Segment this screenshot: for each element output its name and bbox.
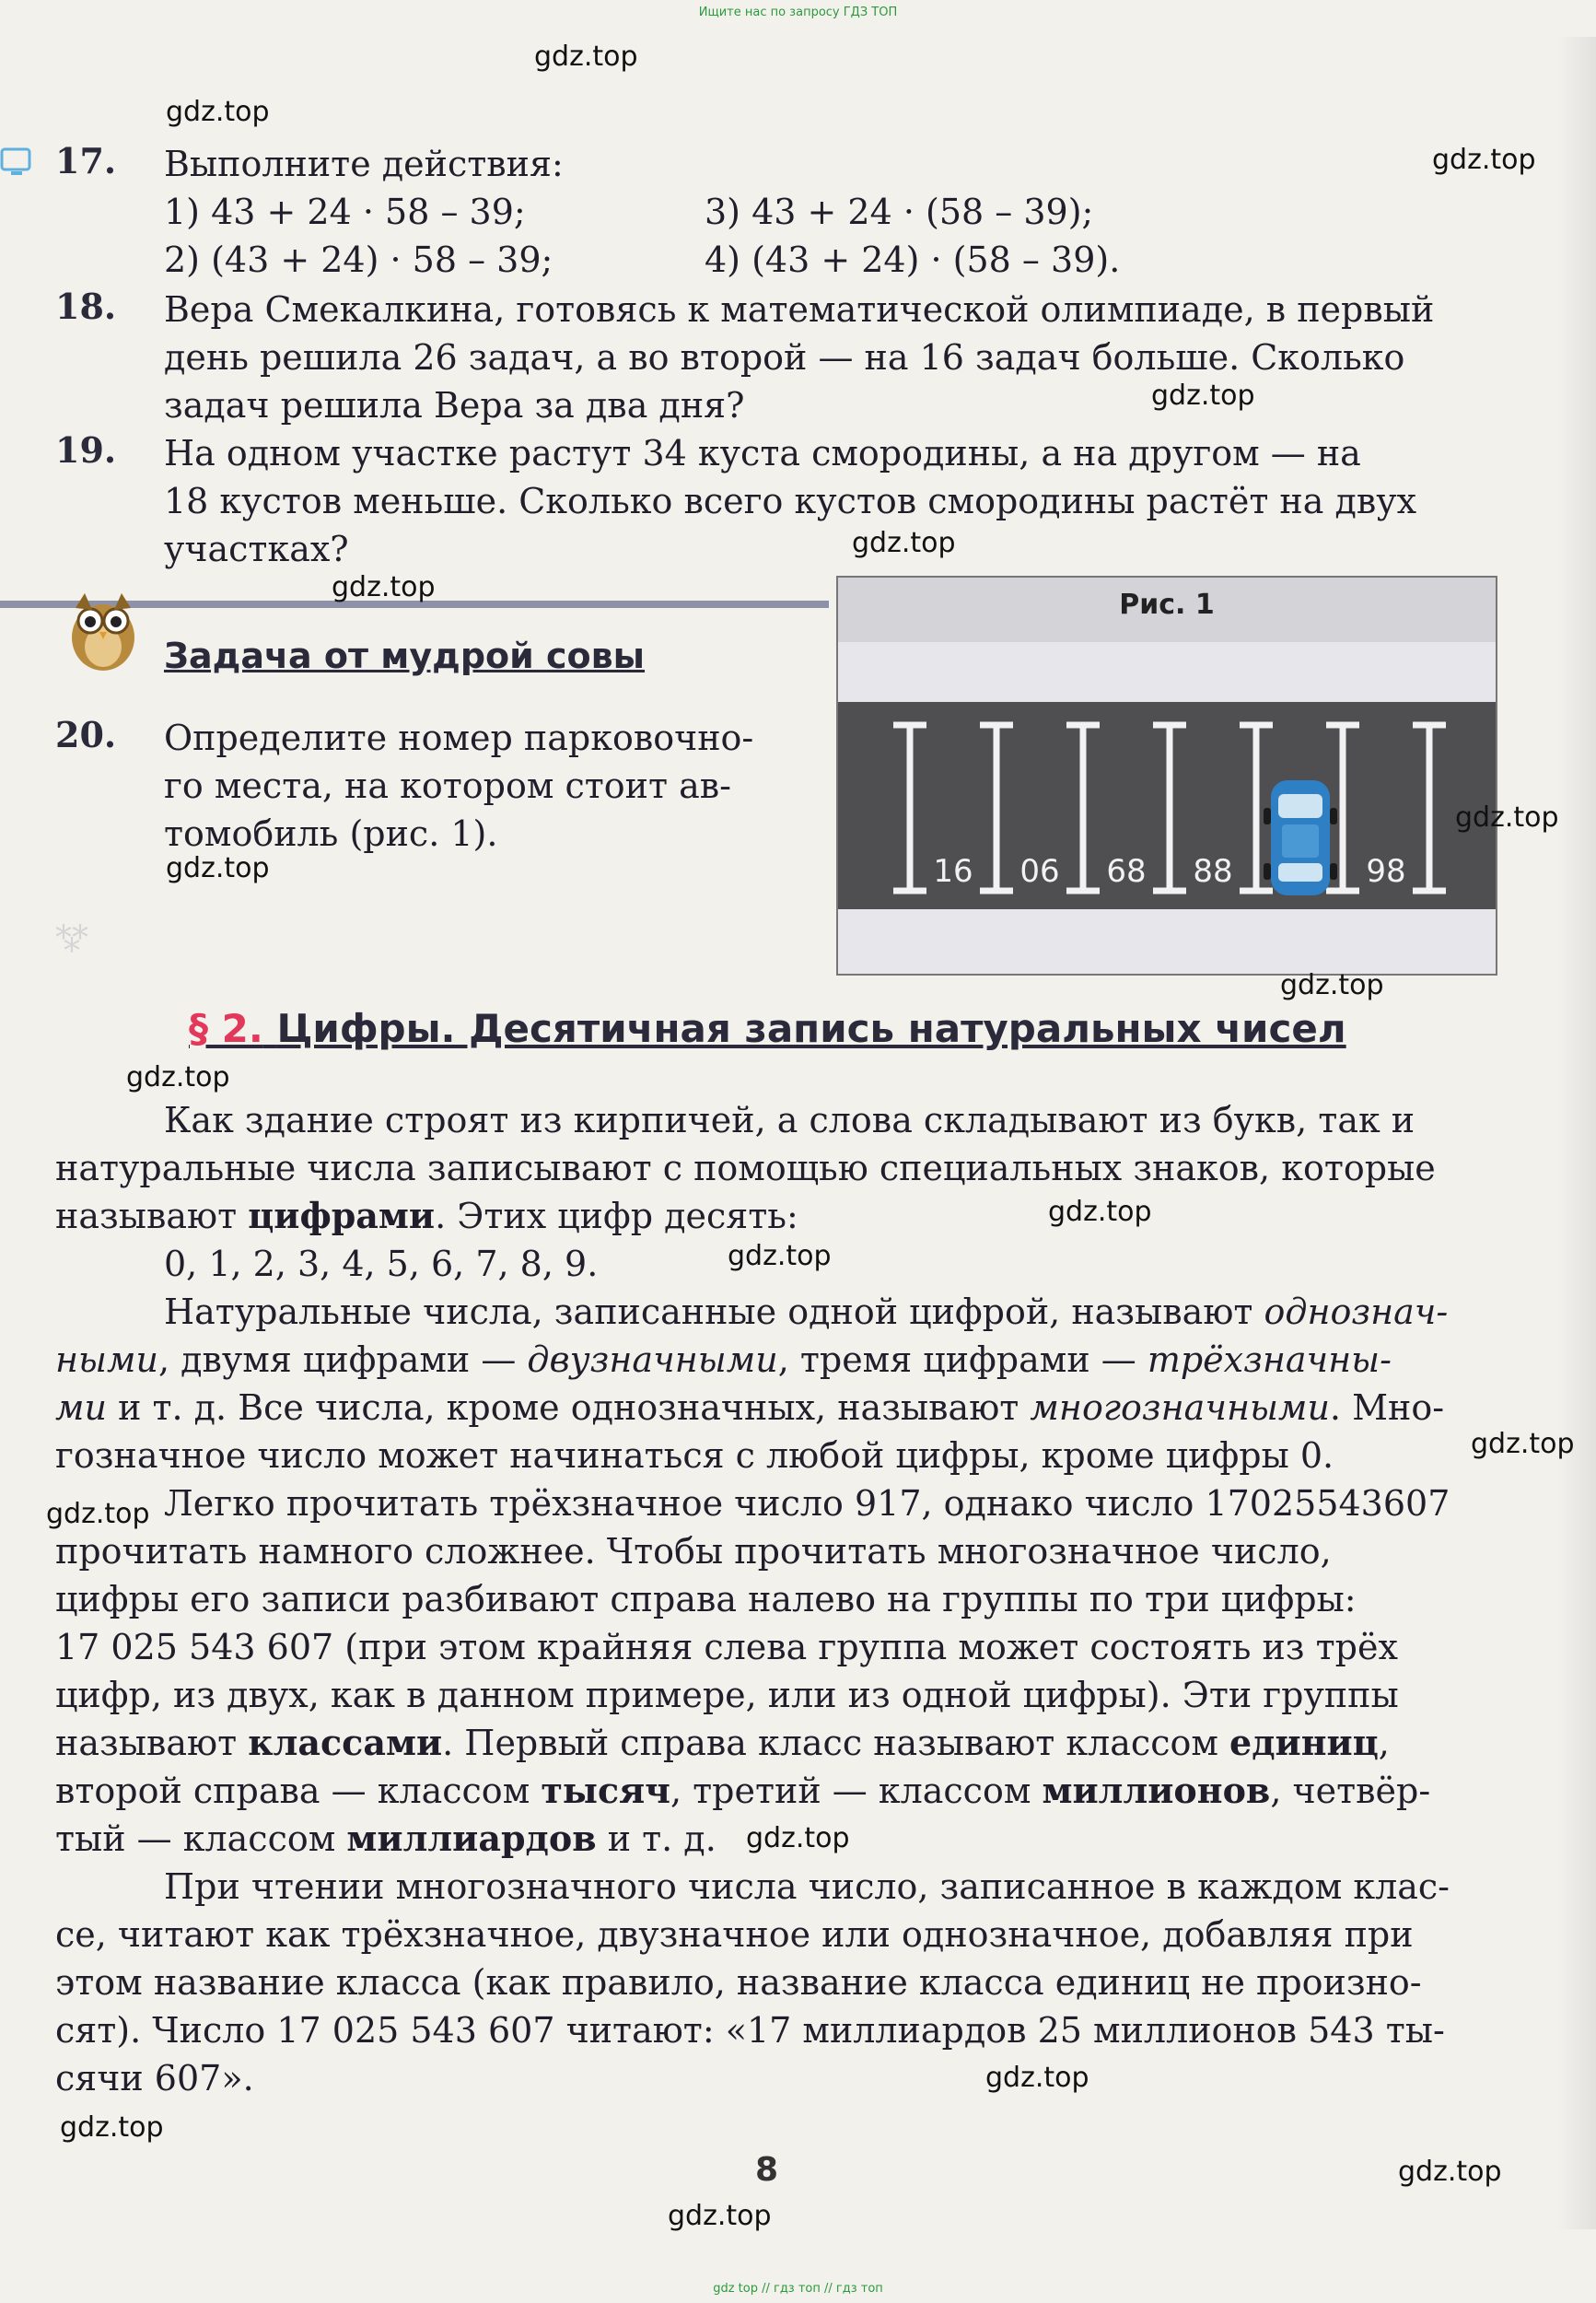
watermark: gdz.top (985, 2062, 1089, 2094)
problem-20-line: томобиль (рис. 1). (164, 813, 498, 854)
body-line: сячи 607». (55, 2058, 254, 2098)
watermark: gdz.top (746, 1822, 850, 1854)
body-line: Легко прочитать трёхзначное число 917, однако число 17025543607 (164, 1483, 1450, 1524)
problem-19-line: 18 кустов меньше. Сколько всего кустов смородины растёт на двух (164, 481, 1417, 521)
problem-17-item-3: 3) 43 + 24 · (58 – 39); (705, 192, 1094, 232)
body-line: Как здание строят из кирпичей, а слова складывают из букв, так и (164, 1100, 1415, 1140)
spot-label-6: 98 (1366, 853, 1406, 890)
watermark: gdz.top (1048, 1196, 1152, 1228)
spot-label-2: 06 (1019, 853, 1060, 890)
spot-label-1: 16 (933, 853, 973, 890)
watermark: gdz.top (1455, 801, 1559, 834)
body-text: . Этих цифр десять: (435, 1196, 798, 1236)
problem-17-item-2: 2) (43 + 24) · 58 – 39; (164, 240, 553, 280)
monitor-icon (0, 146, 37, 182)
body-text: . Первый справа класс называют классом (442, 1723, 1230, 1763)
body-text: называют (55, 1723, 249, 1763)
body-text: второй справа — классом (55, 1771, 542, 1811)
watermark: gdz.top (534, 41, 638, 73)
watermark: gdz.top (332, 571, 436, 603)
body-line: гозначное число может начинаться с любой цифры, кроме цифры 0. (55, 1435, 1334, 1476)
watermark: gdz.top (1432, 144, 1536, 176)
body-line (55, 1767, 1492, 1815)
term-thousands: тысяч (541, 1770, 670, 1811)
term-single-digit: ными (55, 1339, 158, 1380)
watermark: gdz.top (166, 96, 270, 128)
body-line: цифр, из двух, как в данном примере, или из одной цифры). Эти группы (55, 1675, 1399, 1715)
problem-18-line: день решила 26 задач, а во второй — на 16 задач больше. Сколько (164, 337, 1405, 378)
section-title (189, 1006, 1346, 1051)
car-icon (1264, 780, 1337, 895)
page-edge-shadow (1557, 37, 1596, 2229)
bleed-through-text: ⁂ (55, 917, 88, 954)
bleed-through-text (1354, 152, 1364, 190)
body-text: тый — классом (55, 1818, 347, 1859)
body-line (55, 1384, 1492, 1432)
parking-lot-drawing (838, 642, 1496, 974)
section-title-text: Цифры. Десятичная запись натуральных чисел (276, 1006, 1346, 1051)
term-classes: классами (248, 1722, 443, 1763)
body-line: 17 025 543 607 (при этом крайняя слева группа может состоять из трёх (55, 1627, 1398, 1667)
watermark: gdz.top (668, 2200, 772, 2232)
body-text: , четвёр- (1270, 1771, 1431, 1811)
body-text: . Мно- (1329, 1387, 1445, 1428)
problem-20-line: го места, на котором стоит ав- (164, 766, 731, 806)
body-text: , третий — классом (670, 1771, 1043, 1811)
body-line: 0, 1, 2, 3, 4, 5, 6, 7, 8, 9. (164, 1244, 599, 1284)
body-text: , двумя цифрами — (157, 1339, 528, 1380)
watermark: gdz.top (852, 527, 956, 559)
section-number: § 2. (189, 1006, 263, 1051)
problem-18-line: задач решила Вера за два дня? (164, 385, 745, 426)
body-line: этом название класса (как правило, название класса единиц не произно- (55, 1962, 1422, 2003)
term-millions: миллионов (1042, 1770, 1271, 1811)
problem-20-line: Определите номер парковочно- (164, 718, 754, 758)
watermark: gdz.top (166, 852, 270, 884)
term-billions: миллиардов (346, 1818, 597, 1859)
term-two-digit: двузначными (527, 1339, 778, 1380)
watermark: gdz.top (1151, 380, 1255, 412)
watermark: gdz.top (1280, 969, 1384, 1001)
watermark: gdz.top (1398, 2156, 1502, 2188)
problem-17-item-4: 4) (43 + 24) · (58 – 39). (705, 240, 1121, 280)
problem-20-number: 20. (55, 714, 117, 755)
figure-header (838, 578, 1496, 644)
term-multi-digit: многозначными (1030, 1387, 1330, 1428)
problem-17-title: Выполните действия: (164, 144, 564, 184)
owl-icon (57, 582, 149, 674)
problem-19-number: 19. (55, 429, 117, 471)
watermark: gdz.top (1471, 1428, 1575, 1460)
body-text: , тремя цифрами — (777, 1339, 1147, 1380)
body-text: и т. д. Все числа, кроме однозначных, называют (106, 1387, 1031, 1428)
body-text: Натуральные числа, записанные одной цифрой, называют (164, 1292, 1264, 1332)
owl-section-title: Задача от мудрой совы (164, 636, 646, 676)
watermark: gdz.top (728, 1240, 832, 1272)
figure-parking (836, 576, 1497, 976)
footer-note: gdz top // гдз топ // гдз топ (713, 2282, 883, 2296)
body-line (55, 1719, 1492, 1767)
problem-17-item-1: 1) 43 + 24 · 58 – 39; (164, 192, 526, 232)
page-number: 8 (755, 2151, 779, 2189)
term-units: единиц (1229, 1722, 1379, 1763)
body-line: цифры его записи разбивают справа налево на группы по три цифры: (55, 1579, 1357, 1619)
body-text: , (1378, 1723, 1390, 1763)
problem-18-number: 18. (55, 286, 117, 327)
body-text: называют (55, 1196, 249, 1236)
spot-label-4: 88 (1193, 853, 1233, 890)
problem-19-line: участках? (164, 529, 349, 569)
watermark: gdz.top (46, 1498, 150, 1530)
problem-19-line: На одном участке растут 34 куста смородины, а на другом — на (164, 433, 1361, 473)
term-three-digit: ми (55, 1387, 107, 1428)
body-line (164, 1288, 1448, 1336)
watermark: gdz.top (60, 2111, 164, 2144)
figure-title: Рис. 1 (1119, 589, 1215, 621)
body-line (55, 1192, 1492, 1240)
spot-label-3: 68 (1106, 853, 1147, 890)
body-line: натуральные числа записывают с помощью специальных знаков, которые (55, 1148, 1436, 1188)
term-digits: цифрами (248, 1195, 436, 1236)
body-line: сят). Число 17 025 543 607 читают: «17 миллиардов 25 миллионов 543 ты- (55, 2010, 1445, 2051)
body-line: прочитать намного сложнее. Чтобы прочитать многозначное число, (55, 1531, 1332, 1572)
header-note: Ищите нас по запросу ГДЗ ТОП (698, 6, 898, 19)
watermark: gdz.top (126, 1061, 230, 1093)
body-line: се, читают как трёхзначное, двузначное или однозначное, добавляя при (55, 1914, 1414, 1955)
body-line (55, 1336, 1492, 1384)
body-text: и т. д. (596, 1818, 716, 1859)
problem-18-line: Вера Смекалкина, готовясь к математической олимпиаде, в первый (164, 289, 1435, 330)
problem-17-number: 17. (55, 140, 117, 181)
body-line: При чтении многозначного числа число, записанное в каждом клас- (164, 1866, 1450, 1907)
term-three-digit: трёхзначны- (1147, 1339, 1392, 1380)
term-single-digit: однознач- (1264, 1292, 1449, 1332)
